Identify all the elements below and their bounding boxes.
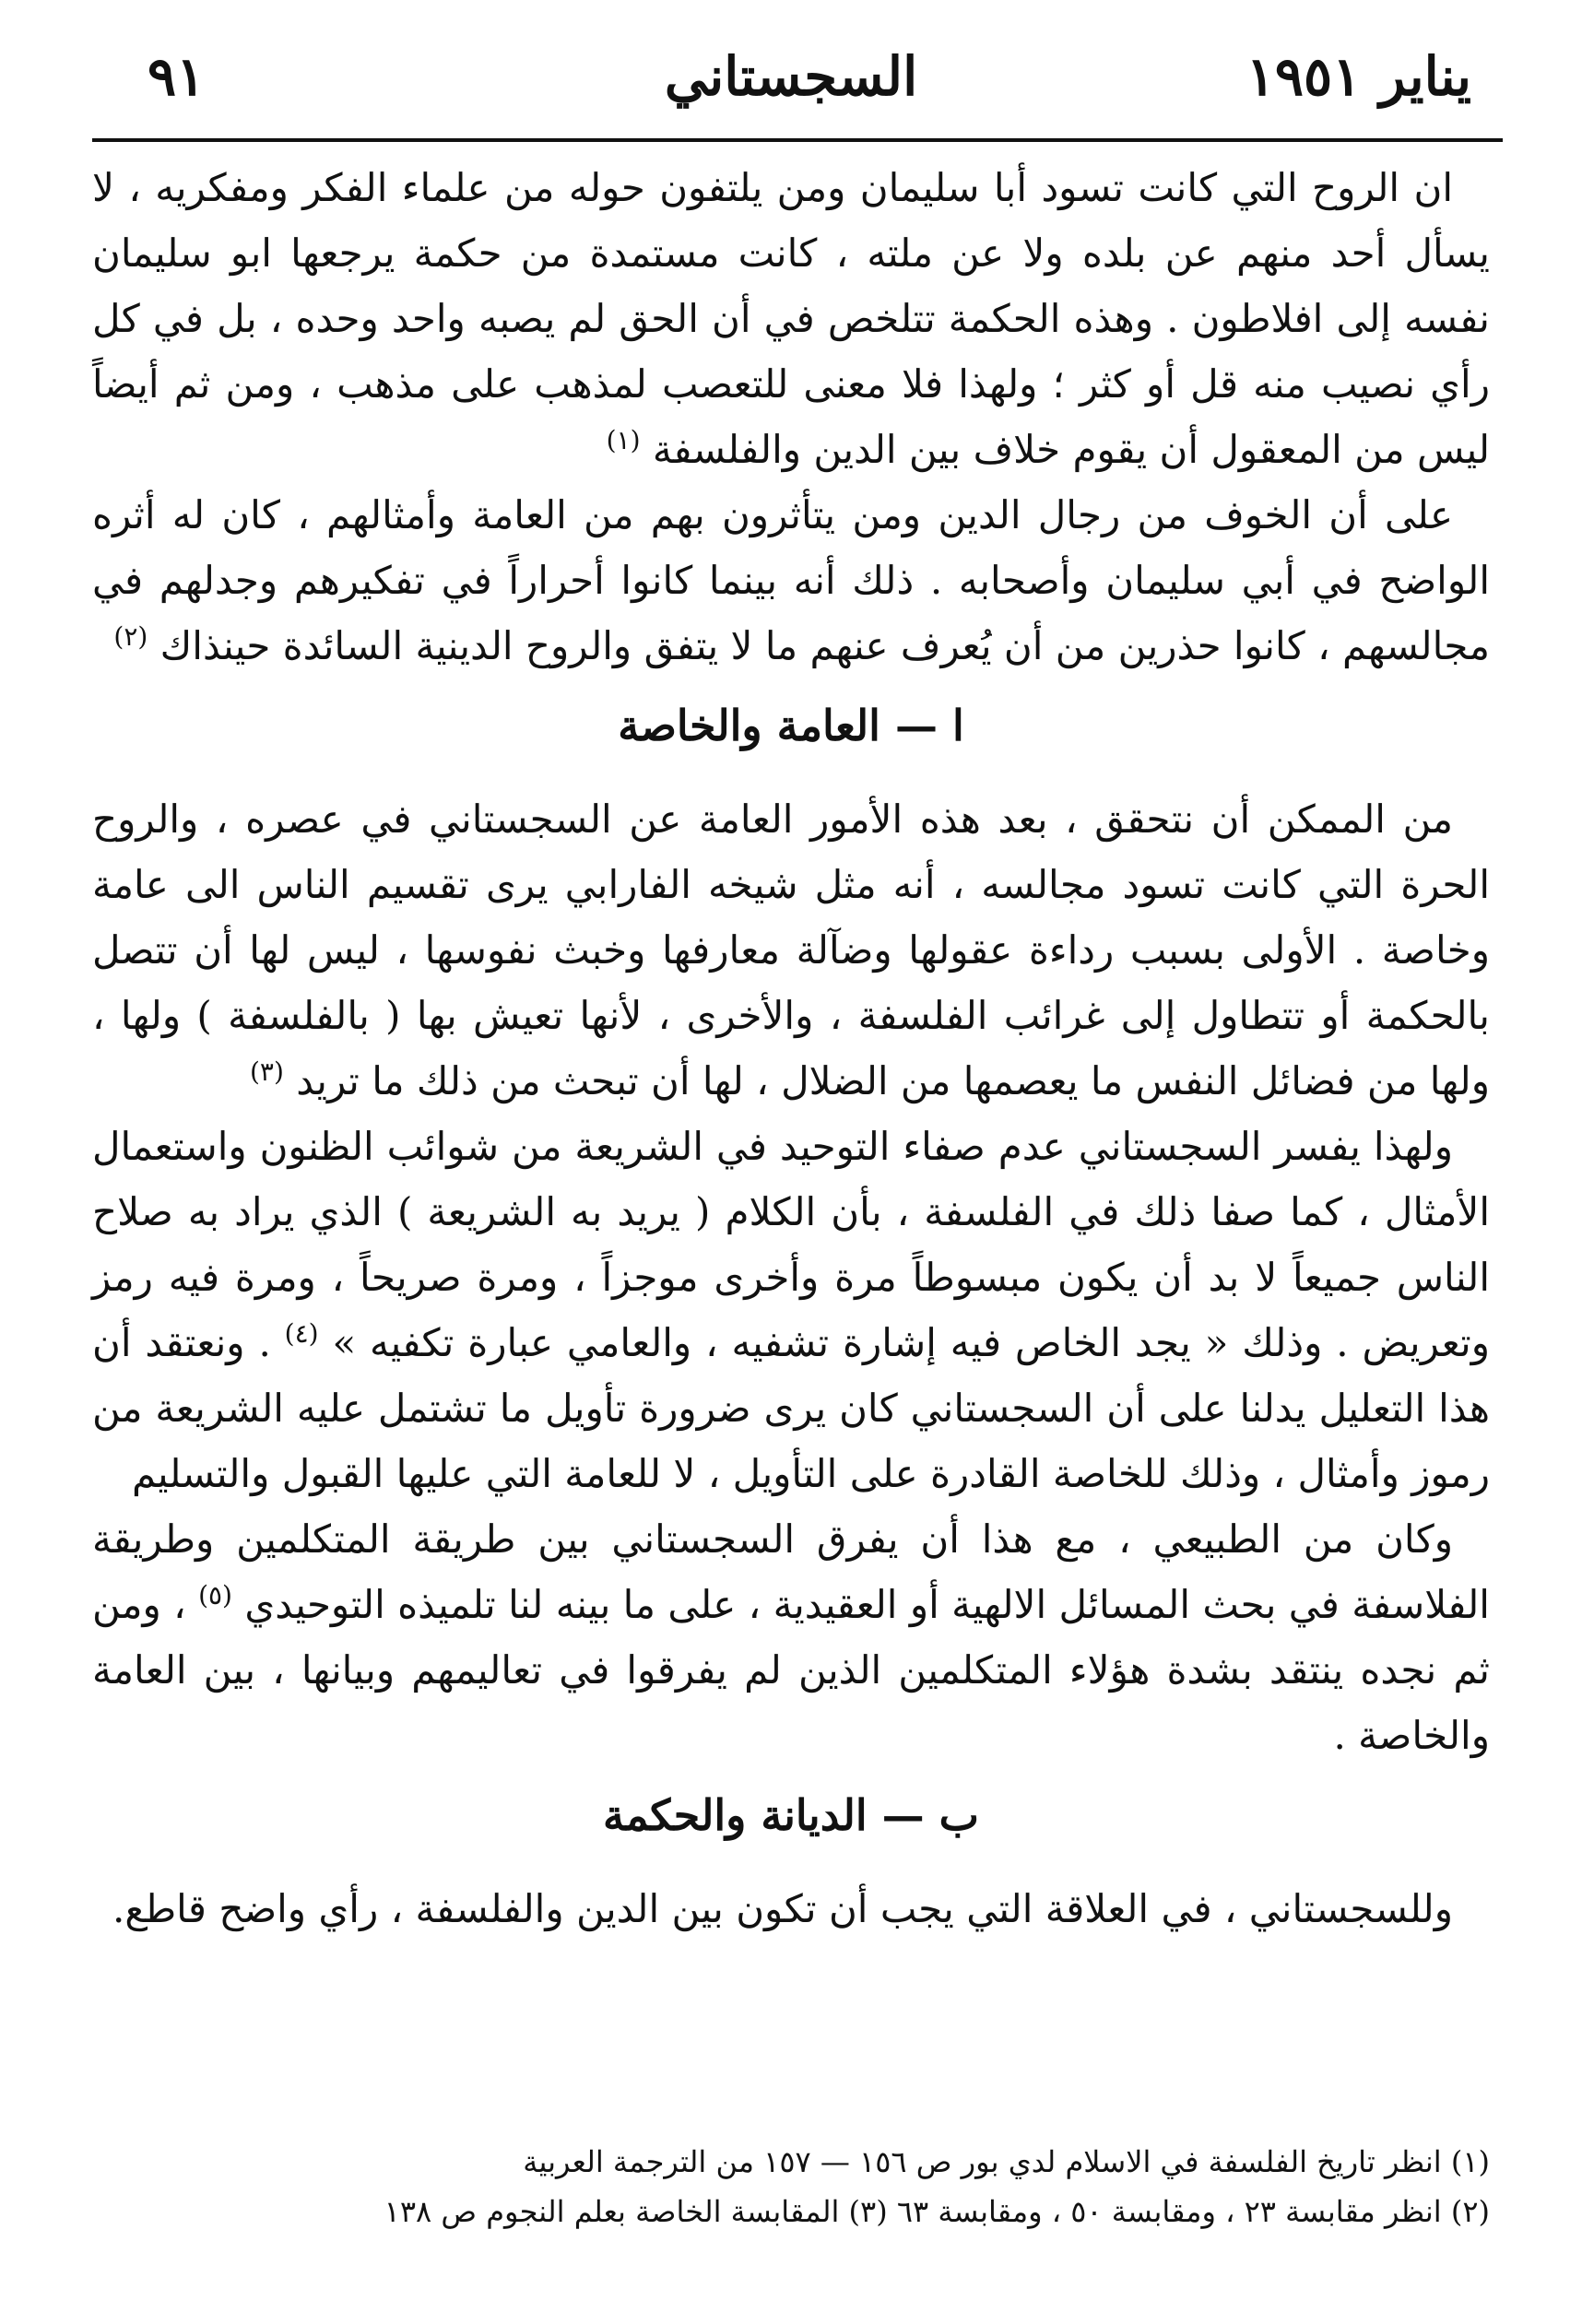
footnote-reference: (٢)	[113, 621, 148, 652]
paragraph	[92, 786, 1490, 1114]
paragraph	[92, 1876, 1490, 1941]
section-heading: ب — الديانة والحكمة	[603, 1790, 979, 1840]
paragraph-text-continued: . ونعتقد أن هذا التعليل يدلنا على أن السجستاني كان يرى ضرورة تأويل ما تشتمل عليه الشريعة من رموز وأمثال ، وذلك للخاصة القادرة على التأويل ، لا للعامة التي عليها القبول والتسليم	[92, 1320, 1490, 1496]
paragraph-text: ان الروح التي كانت تسود أبا سليمان ومن يلتفون حوله من علماء الفكر ومفكريه ، لا يسأل أحد منهم عن بلده ولا عن ملته ، كانت مستمدة من حكمة يرجعها ابو سليمان نفسه إلى افلاطون . وهذه الحكمة تتلخص في أن الحق لم يصبه واحد وحده ، بل في كل رأي نصيب منه قل أو كثر ؛ ولهذا فلا معنى للتعصب لمذهب على مذهب ، ومن ثم أيضاً ليس من المعقول أن يقوم خلاف بين الدين والفلسفة	[92, 165, 1491, 472]
footnote: (٢) انظر مقابسة ٢٣ ، ومقابسة ٥٠ ، ومقابسة ٦٣ (٣) المقابسة الخاصة بعلم النجوم ص ١٣٨	[384, 2194, 1490, 2229]
footnotes	[92, 2137, 1490, 2236]
paragraph	[92, 482, 1490, 678]
paragraph-text: وكان من الطبيعي ، مع هذا أن يفرق السجستاني بين طريقة المتكلمين وطريقة الفلاسفة في بحث المسائل الالهية أو العقيدية ، على ما بينه لنا تلميذه التوحيدي	[92, 1516, 1490, 1627]
paragraph	[92, 155, 1490, 482]
footnote: (١) انظر تاريخ الفلسفة في الاسلام لدي بور ص ١٥٦ — ١٥٧ من الترجمة العربية	[523, 2144, 1490, 2179]
paragraph	[92, 1114, 1490, 1506]
section-heading: ا — العامة والخاصة	[618, 701, 964, 750]
header-page-number: ٩١	[148, 45, 206, 108]
paragraph-text: وللسجستاني ، في العلاقة التي يجب أن تكون بين الدين والفلسفة ، رأي واضح قاطع.	[112, 1886, 1453, 1931]
footnote-reference: (١)	[606, 425, 641, 455]
header-rule	[92, 138, 1503, 142]
paragraph-text: ولهذا يفسر السجستاني عدم صفاء التوحيد في الشريعة من شوائب الظنون واستعمال الأمثال ، كما صفا ذلك في الفلسفة ، بأن الكلام ( يريد به الشريعة ) الذي يراد به صلاح الناس جميعاً لا بد أن يكون مبسوطاً مرة وأخرى موجزاً ، ومرة صريحاً ، ومرة فيه رمز وتعريض . وذلك « يجد الخاص فيه إشارة تشفيه ، والعامي عبارة تكفيه »	[92, 1124, 1491, 1365]
header-title: السجستاني	[664, 45, 918, 108]
header-date: يناير ١٩٥١	[1246, 45, 1471, 108]
footnote-reference: (٣)	[249, 1056, 284, 1087]
paragraph-text: من الممكن أن نتحقق ، بعد هذه الأمور العامة عن السجستاني في عصره ، والروح الحرة التي كانت تسود مجالسه ، أنه مثل شيخه الفارابي يرى تقسيم الناس الى عامة وخاصة . الأولى بسبب رداءة عقولها وضآلة معارفها وخبث نفوسها ، ليس لها أن تتصل بالحكمة أو تتطاول إلى غرائب الفلسفة ، والأخرى ، لأنها تعيش بها ( بالفلسفة ) ولها ، ولها من فضائل النفس ما يعصمها من الضلال ، لها أن تبحث من ذلك ما تريد	[92, 796, 1490, 1103]
article-body	[92, 155, 1490, 1941]
footnote-reference: (٥)	[198, 1580, 232, 1610]
paragraph-text-continued: ، ومن ثم نجده ينتقد بشدة هؤلاء المتكلمين الذين لم يفرقوا في تعاليمهم وبيانها ، بين العامة والخاصة .	[92, 1582, 1490, 1758]
paragraph	[92, 1506, 1490, 1768]
paragraph-text: على أن الخوف من رجال الدين ومن يتأثرون بهم من العامة وأمثالهم ، كان له أثره الواضح في أبي سليمان وأصحابه . ذلك أنه بينما كانوا أحراراً في تفكيرهم وجدلهم في مجالسهم ، كانوا حذرين من أن يُعرف عنهم ما لا يتفق والروح الدينية السائدة حينذاك	[92, 492, 1490, 668]
page-header	[92, 35, 1490, 118]
footnote-reference: (٤)	[284, 1318, 319, 1349]
